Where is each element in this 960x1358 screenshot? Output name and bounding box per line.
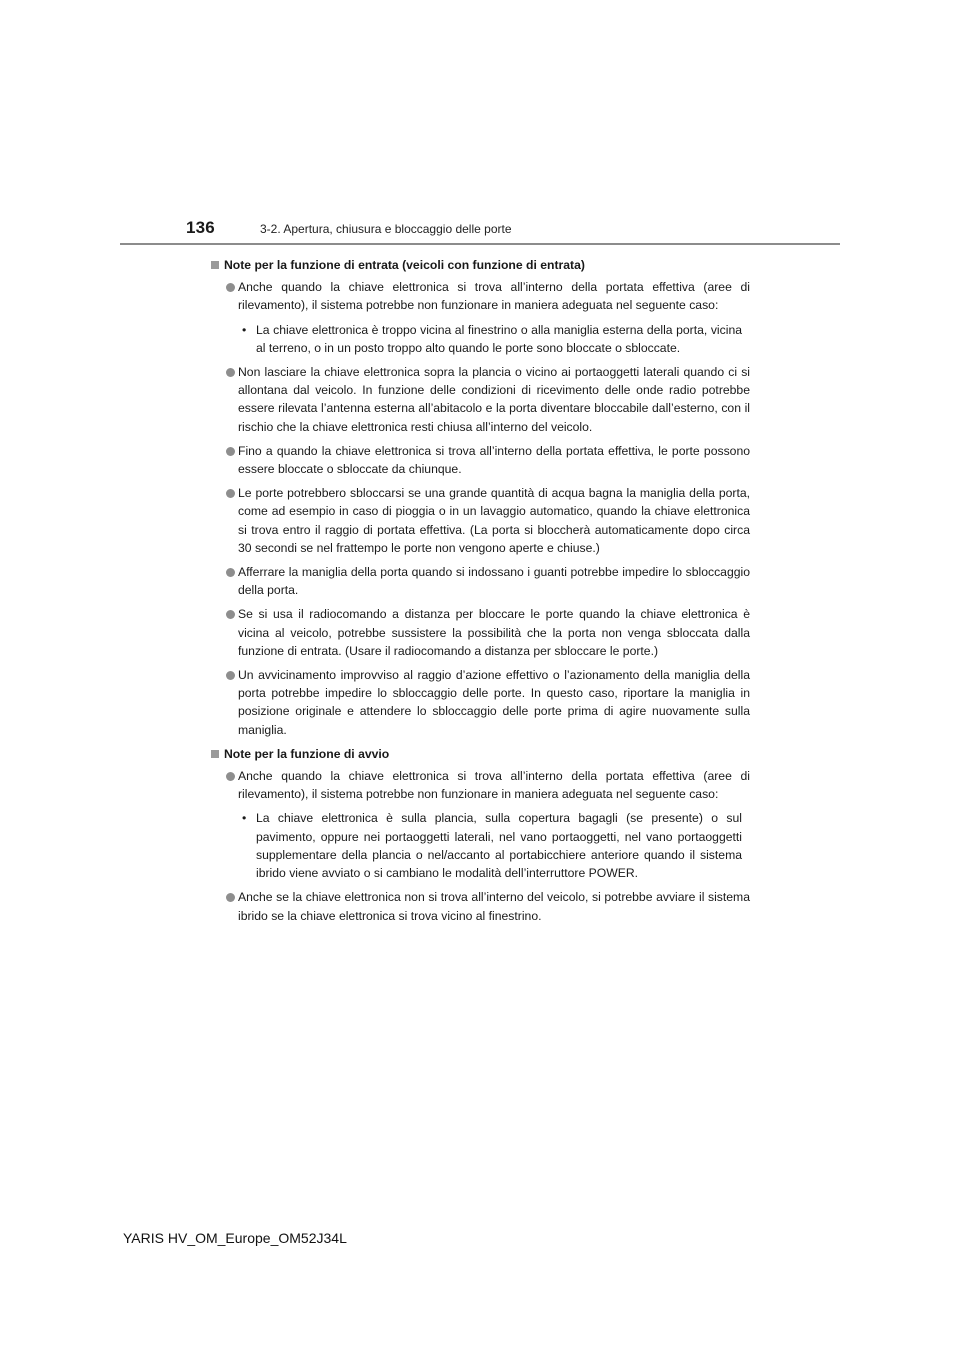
list-item: Le porte potrebbero sbloccarsi se una grande quantità di acqua bagna la maniglia della porta, come ad esempio in caso di pioggia o in un lavaggio automatico, quando la chiave elettronica si trova entro il raggio di portata effettiva. (La porta si bloccherà automaticamente dopo circa 30 secondi se nel frattempo le porte non vengono aperte e chiuse.)	[210, 484, 750, 557]
main-content	[210, 256, 750, 931]
circle-bullet-icon	[226, 368, 235, 377]
circle-bullet-icon	[226, 489, 235, 498]
page-number: 136	[186, 218, 215, 237]
list-item: Non lasciare la chiave elettronica sopra la plancia o vicino ai portaoggetti laterali quando ci si allontana dal veicolo. In funzione delle condizioni di ricevimento delle onde radio potrebbe essere rilevata l’antenna esterna all’abitacolo e la porta diventare bloccabile dall’esterno, con il rischio che la chiave elettronica resti chiusa all’interno del veicolo.	[210, 363, 750, 436]
page-header	[0, 0, 960, 250]
footer-model-code: YARIS HV_OM_Europe_OM52J34L	[123, 1230, 347, 1246]
circle-bullet-icon	[226, 671, 235, 680]
circle-bullet-icon	[226, 283, 235, 292]
header-divider	[120, 243, 840, 245]
list-item: Afferrare la maniglia della porta quando si indossano i guanti potrebbe impedire lo sbloccaggio della porta.	[210, 563, 750, 599]
list-item: Fino a quando la chiave elettronica si trova all’interno della portata effettiva, le porte possono essere bloccate o sbloccate da chiunque.	[210, 442, 750, 478]
square-bullet-icon	[211, 261, 219, 269]
dot-bullet-icon: •	[242, 322, 247, 337]
list-item: Se si usa il radiocomando a distanza per bloccare le porte quando la chiave elettronica è vicina al veicolo, potrebbe sussistere la possibilità che la porta non venga sbloccata dalla funzione di entrata. (Usare il radiocomando a distanza per sbloccare le porte.)	[210, 605, 750, 660]
circle-bullet-icon	[226, 772, 235, 781]
list-item: Anche quando la chiave elettronica si trova all’interno della portata effettiva (aree di rilevamento), il sistema potrebbe non funzionare in maniera adeguata nel seguente caso:	[210, 767, 750, 803]
sub-list-item: • La chiave elettronica è troppo vicina al finestrino o alla maniglia esterna della porta, vicina al terreno, o in un posto troppo alto quando le porte sono bloccate o sbloccate.	[242, 322, 742, 355]
list-item: Anche quando la chiave elettronica si trova all’interno della portata effettiva (aree di rilevamento), il sistema potrebbe non funzionare in maniera adeguata nel seguente caso:	[210, 278, 750, 314]
section-start-function	[210, 745, 750, 925]
list-item: Anche se la chiave elettronica non si trova all’interno del veicolo, si potrebbe avviare il sistema ibrido se la chiave elettronica si trova vicino al finestrino.	[210, 888, 750, 924]
section-heading: Note per la funzione di entrata (veicoli con funzione di entrata)	[210, 256, 750, 274]
section-entry-function	[210, 256, 750, 739]
dot-bullet-icon: •	[242, 811, 247, 826]
circle-bullet-icon	[226, 893, 235, 902]
sub-list-item: • La chiave elettronica è sulla plancia, sulla copertura bagagli (se presente) o sul pavimento, oppure nei portaoggetti laterali, nel vano portaoggetti, nel vano portaoggetti supplementare della plancia o nel/accanto al portabicchiere anteriore quando il sistema ibrido viene avviato o si cambiano le modalità dell’interruttore POWER.	[242, 811, 742, 881]
section-heading: Note per la funzione di avvio	[210, 745, 750, 763]
circle-bullet-icon	[226, 447, 235, 456]
list-item: Un avvicinamento improvviso al raggio d’azione effettivo o l’azionamento della maniglia della porta potrebbe impedire lo sbloccaggio delle porte. In questo caso, riportare la maniglia in posizione originale e attendere lo sbloccaggio delle porte prima di agire nuovamente sulla maniglia.	[210, 666, 750, 739]
circle-bullet-icon	[226, 610, 235, 619]
section-title: 3-2. Apertura, chiusura e bloccaggio delle porte	[260, 222, 512, 236]
square-bullet-icon	[211, 750, 219, 758]
circle-bullet-icon	[226, 568, 235, 577]
